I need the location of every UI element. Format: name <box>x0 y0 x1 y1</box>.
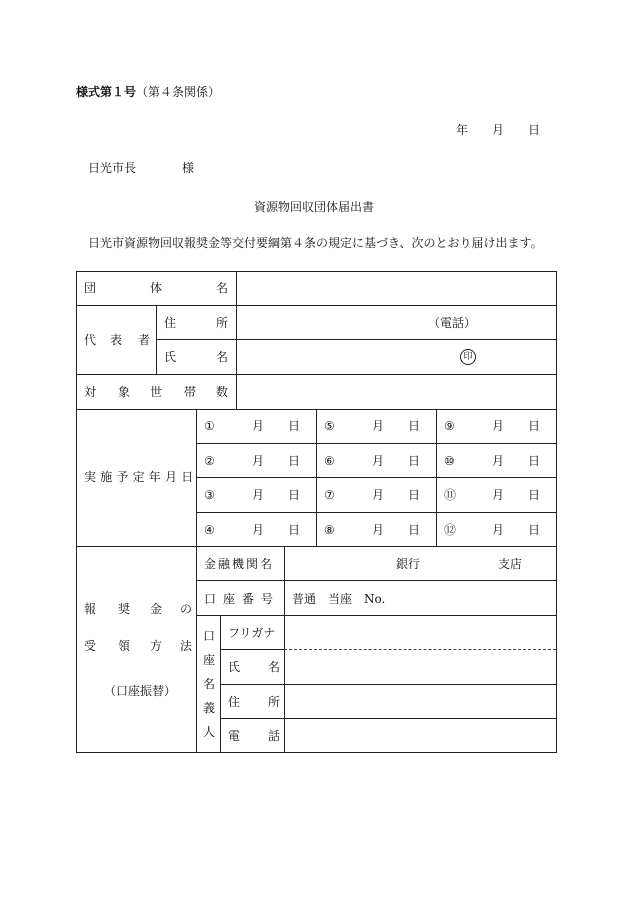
reward-label-2d: 法 <box>180 639 193 653</box>
seal-mark <box>460 349 476 365</box>
holder-char-1: 口 <box>202 629 215 643</box>
representative-label-2: 表 <box>110 333 123 347</box>
holder-address-label-2: 所 <box>268 695 281 709</box>
schedule-month-4: 月 <box>252 523 265 537</box>
schedule-day-4: 日 <box>288 523 301 537</box>
furigana-field[interactable] <box>286 617 555 648</box>
group-name-label-1: 団 <box>84 281 97 295</box>
schedule-num-4: ④ <box>204 523 215 537</box>
schedule-month-10: 月 <box>492 454 505 468</box>
reward-label-1b: 奨 <box>118 602 131 616</box>
schedule-month-5: 月 <box>372 419 385 433</box>
schedule-num-8: ⑧ <box>324 523 335 537</box>
group-name-label-3: 名 <box>216 281 229 295</box>
address-label-1: 住 <box>164 316 177 330</box>
schedule-month-9: 月 <box>492 419 505 433</box>
households-label-5: 数 <box>216 385 229 399</box>
schedule-num-3: ③ <box>204 488 215 502</box>
households-label-2: 象 <box>118 385 131 399</box>
account-number-field[interactable] <box>286 582 555 614</box>
schedule-num-2: ② <box>204 454 215 468</box>
form-relation: （第４条関係） <box>136 85 221 99</box>
schedule-month-2: 月 <box>252 454 265 468</box>
seal-text: 印 <box>463 351 473 362</box>
reward-label-2a: 受 <box>84 639 97 653</box>
holder-char-2: 座 <box>202 653 215 667</box>
holder-char-3: 名 <box>202 677 215 691</box>
addressee: 日光市長 <box>88 161 137 175</box>
reward-note: （口座振替） <box>104 684 177 698</box>
reward-label-1d: の <box>180 602 193 616</box>
schedule-day-9: 日 <box>528 419 541 433</box>
name-label-1: 氏 <box>164 350 177 364</box>
honorific: 様 <box>182 161 195 175</box>
address-label-2: 所 <box>216 316 229 330</box>
holder-phone-field[interactable] <box>286 720 555 751</box>
holder-address-field[interactable] <box>286 686 555 717</box>
schedule-day-7: 日 <box>408 488 421 502</box>
holder-address-label-1: 住 <box>228 695 241 709</box>
date-year: 年 <box>456 123 469 137</box>
bank-suffix: 銀行 <box>396 557 421 571</box>
representative-name-field[interactable] <box>238 341 555 373</box>
holder-name-label-2: 名 <box>268 660 281 674</box>
holder-vertical-label <box>202 630 216 738</box>
households-label-3: 世 <box>150 385 163 399</box>
schedule-day-6: 日 <box>408 454 421 468</box>
schedule-month-6: 月 <box>372 454 385 468</box>
schedule-num-12: ⑫ <box>444 523 457 537</box>
schedule-day-3: 日 <box>288 488 301 502</box>
schedule-day-2: 日 <box>288 454 301 468</box>
reward-label-1c: 金 <box>150 602 163 616</box>
holder-char-5: 人 <box>202 725 215 739</box>
representative-label-1: 代 <box>84 333 97 347</box>
form-number-label: 様式第１号 <box>76 85 137 99</box>
holder-phone-label-1: 電 <box>228 729 241 743</box>
schedule-num-9: ⑨ <box>444 419 455 433</box>
holder-name-label-1: 氏 <box>228 660 241 674</box>
schedule-num-10: ⑩ <box>444 454 455 468</box>
date-month: 月 <box>492 123 505 137</box>
schedule-day-11: 日 <box>528 488 541 502</box>
furigana-label: フリガナ <box>228 626 276 640</box>
account-types: 普通 当座 No. <box>292 592 386 606</box>
phone-paren: （電話） <box>428 316 477 330</box>
group-name-label-2: 体 <box>150 281 163 295</box>
schedule-num-11: ⑪ <box>444 488 457 502</box>
form-number <box>76 86 220 98</box>
date-day: 日 <box>528 123 541 137</box>
schedule-num-7: ⑦ <box>324 488 335 502</box>
bank-name-field[interactable] <box>286 548 555 579</box>
reward-label-2b: 領 <box>118 639 131 653</box>
schedule-day-8: 日 <box>408 523 421 537</box>
bank-label: 金融機関名 <box>204 557 275 571</box>
households-label-1: 対 <box>84 385 97 399</box>
schedule-month-7: 月 <box>372 488 385 502</box>
name-label-2: 名 <box>216 350 229 364</box>
schedule-label: 実施予定年月日 <box>84 470 198 484</box>
group-name-field[interactable] <box>238 273 555 304</box>
holder-char-4: 義 <box>202 701 215 715</box>
holder-phone-label-2: 話 <box>268 729 281 743</box>
intro-text: 日光市資源物回収報奨金等交付要綱第４条の規定に基づき、次のとおり届け出ます。 <box>88 236 543 250</box>
schedule-num-5: ⑤ <box>324 419 335 433</box>
representative-label-3: 者 <box>138 333 151 347</box>
holder-name-field[interactable] <box>286 651 555 683</box>
schedule-day-5: 日 <box>408 419 421 433</box>
schedule-month-1: 月 <box>252 419 265 433</box>
reward-label-2c: 方 <box>150 639 163 653</box>
document-title: 資源物回収団体届出書 <box>254 200 375 214</box>
schedule-month-8: 月 <box>372 523 385 537</box>
schedule-month-11: 月 <box>492 488 505 502</box>
schedule-month-3: 月 <box>252 488 265 502</box>
schedule-day-12: 日 <box>528 523 541 537</box>
representative-address-field[interactable] <box>238 307 555 338</box>
schedule-day-1: 日 <box>288 419 301 433</box>
account-label: 口座番号 <box>204 592 281 606</box>
schedule-day-10: 日 <box>528 454 541 468</box>
households-label-4: 帯 <box>184 385 197 399</box>
reward-label-1a: 報 <box>84 602 97 616</box>
schedule-num-6: ⑥ <box>324 454 335 468</box>
branch-suffix: 支店 <box>498 557 523 571</box>
households-field[interactable] <box>238 376 555 408</box>
schedule-num-1: ① <box>204 419 215 433</box>
schedule-month-12: 月 <box>492 523 505 537</box>
